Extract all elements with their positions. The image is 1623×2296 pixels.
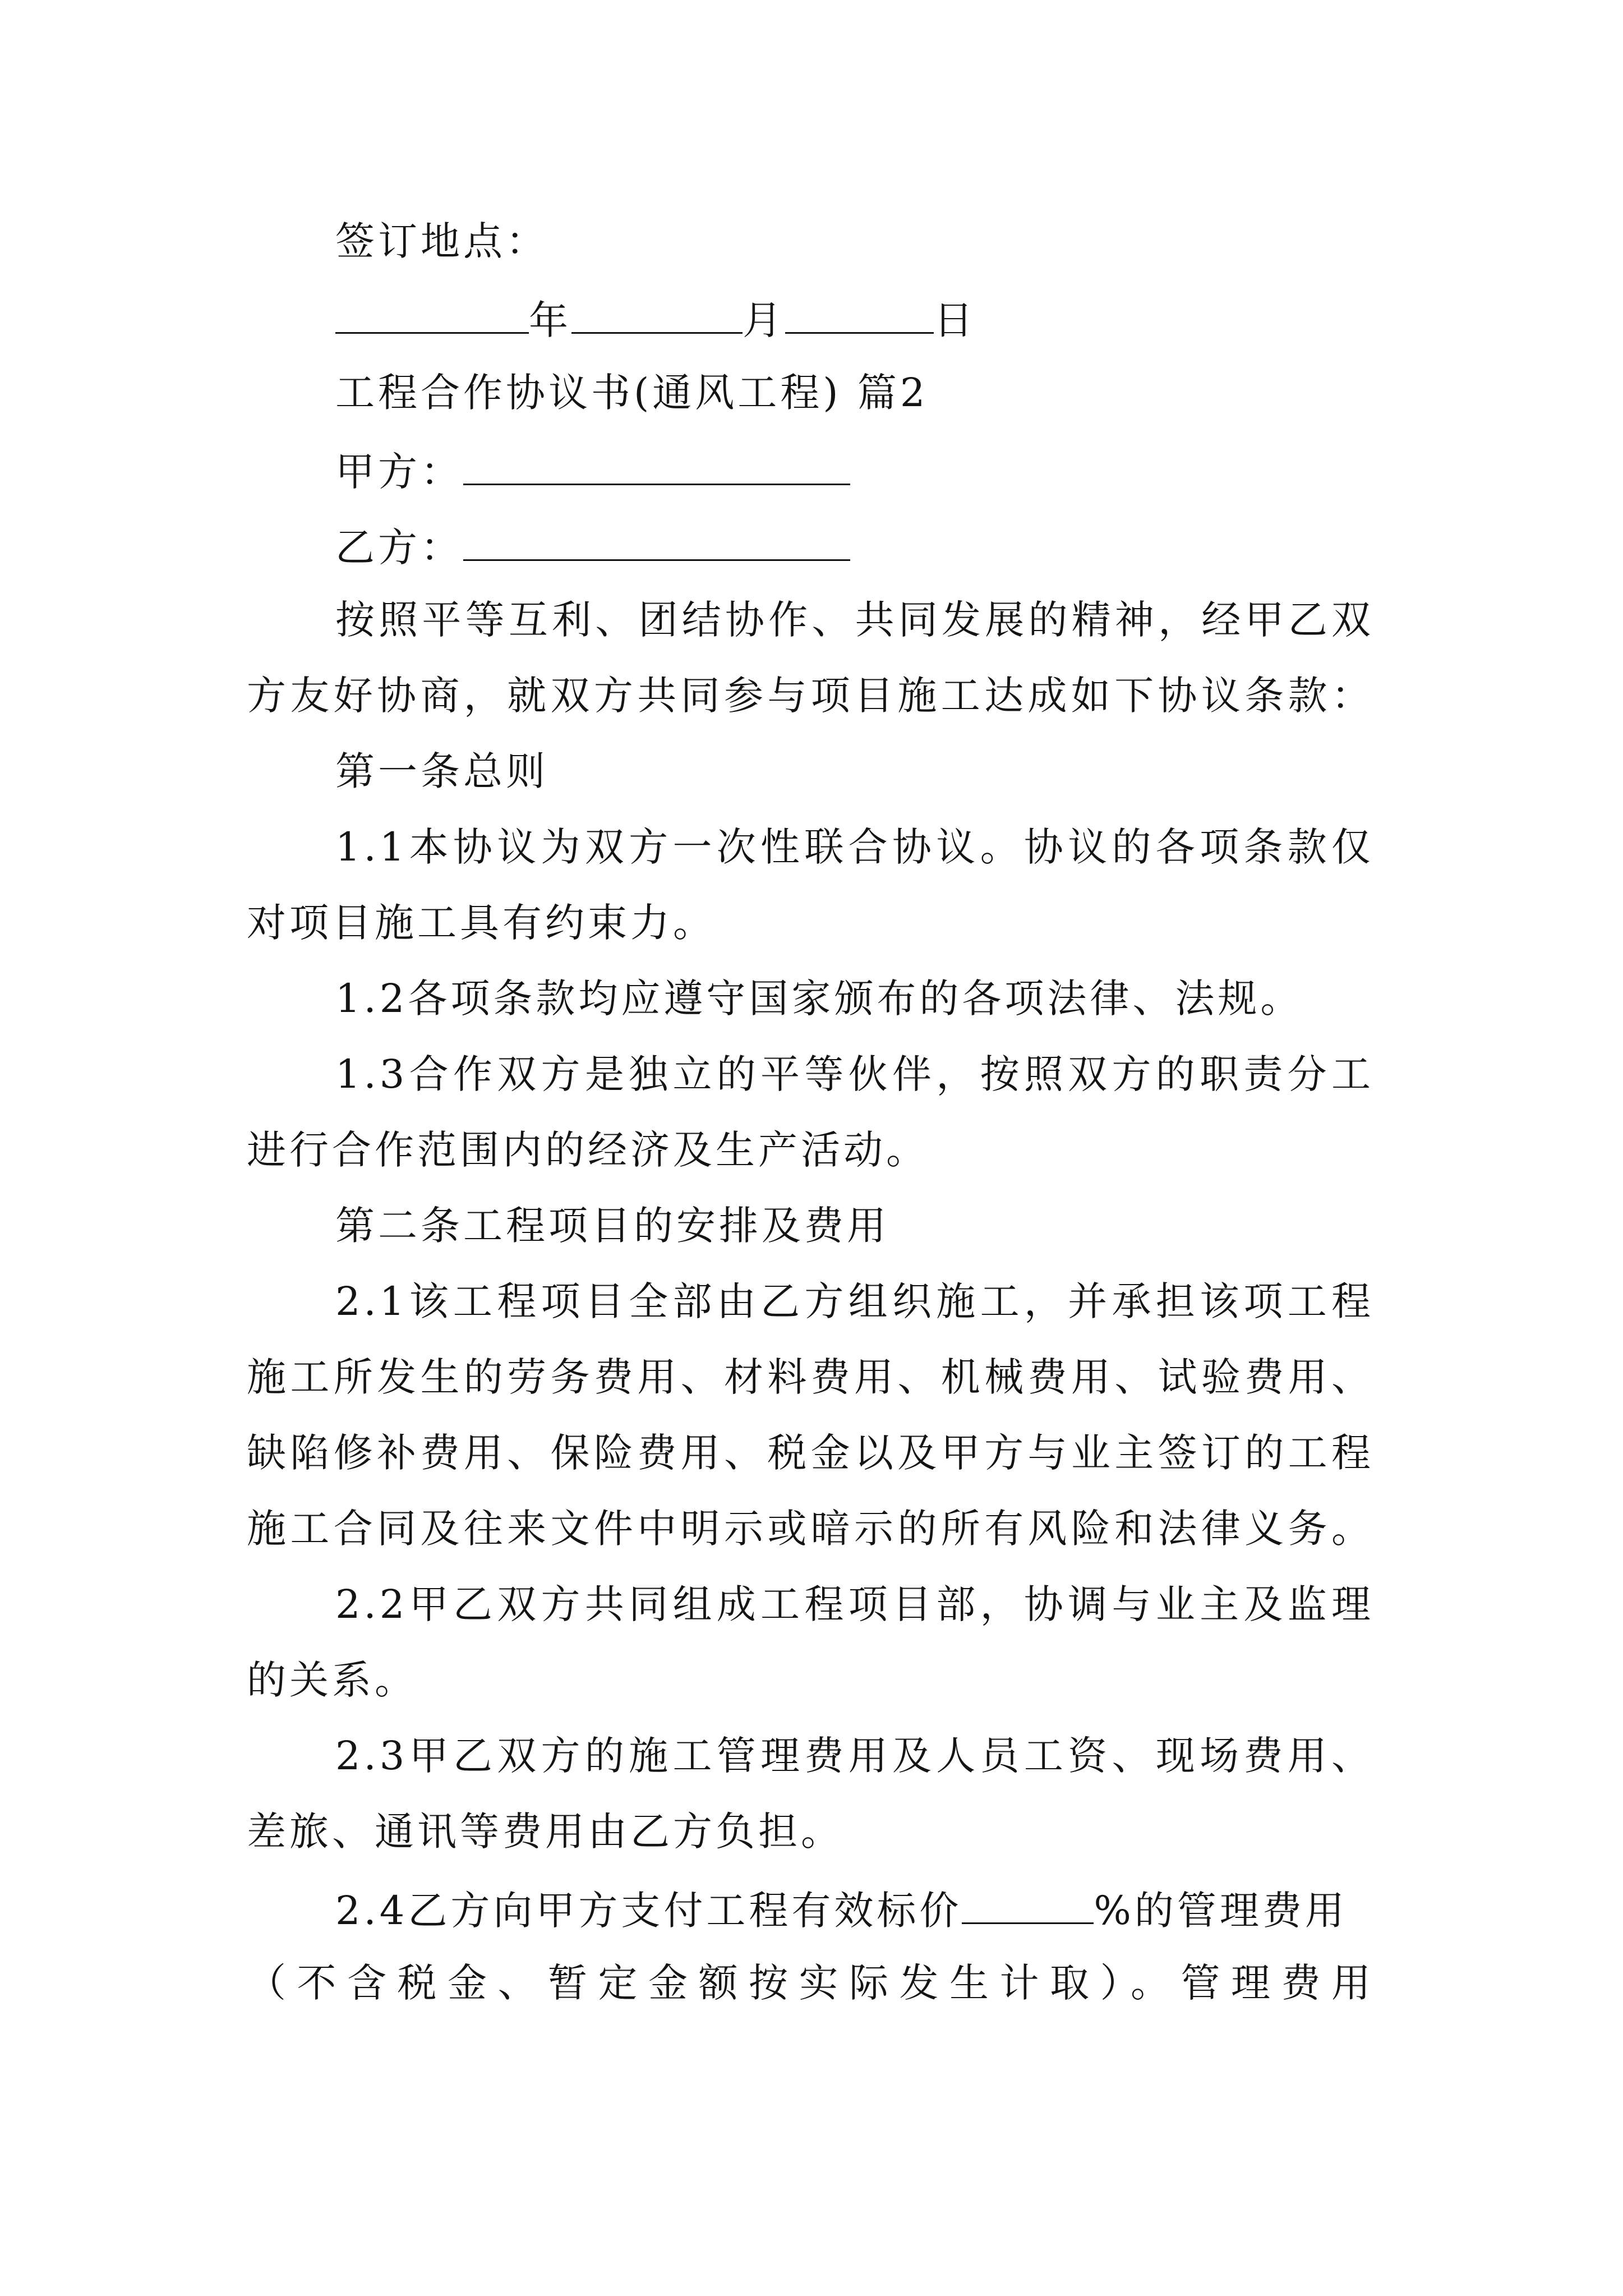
day-label: 日 [934,297,976,343]
clause-2-4-text-a: 2.4乙方向甲方支付工程有效标价 [335,1888,962,1934]
month-label: 月 [743,297,785,343]
intro-line-2: 方友好协商，就双方共同参与项目施工达成如下协议条款： [247,673,1374,719]
clause-2-4-line-2: （不含税金、暂定金额按实际发生计取）。管理费用 [247,1960,1374,2006]
clause-2-1-line-1: 2.1该工程项目全部由乙方组织施工，并承担该项工程 [335,1278,1374,1324]
clause-2-1-line-4: 施工合同及往来文件中明示或暗示的所有风险和法律义务。 [247,1506,1374,1552]
clause-1-3-line-1: 1.3合作双方是独立的平等伙伴，按照双方的职责分工 [335,1051,1374,1097]
doc-title: 工程合作协议书(通风工程) 篇2 [335,370,929,416]
party-a-line [335,449,850,495]
month-blank [571,297,743,334]
clause-2-2-line-2: 的关系。 [247,1657,417,1703]
article-1-heading: 第一条总则 [335,748,548,794]
clause-2-3-line-2: 差旅、通讯等费用由乙方负担。 [247,1809,843,1855]
clause-2-3-line-1: 2.3甲乙双方的施工管理费用及人员工资、现场费用、 [335,1733,1374,1779]
signing-place-label: 签订地点： [335,218,548,264]
clause-2-4-text-b: %的管理费用 [1094,1888,1348,1934]
day-blank [785,297,934,334]
year-blank [335,297,529,334]
year-label: 年 [529,297,571,343]
clause-1-1-line-1: 1.1本协议为双方一次性联合协议。协议的各项条款仅 [335,824,1374,870]
party-b-blank [463,524,850,561]
clause-1-3-line-2: 进行合作范围内的经济及生产活动。 [247,1127,929,1173]
clause-2-4-line-1 [335,1888,1348,1934]
percentage-blank [962,1888,1094,1924]
clause-2-2-line-1: 2.2甲乙双方共同组成工程项目部，协调与业主及监理 [335,1581,1374,1627]
party-b-label: 乙方： [335,524,463,570]
party-a-label: 甲方： [335,449,463,495]
party-a-blank [463,449,850,485]
party-b-line [335,524,850,570]
article-2-heading: 第二条工程项目的安排及费用 [335,1203,889,1249]
clause-2-1-line-2: 施工所发生的劳务费用、材料费用、机械费用、试验费用、 [247,1354,1374,1400]
clause-1-2: 1.2各项条款均应遵守国家颁布的各项法律、法规。 [335,976,1303,1022]
clause-2-1-line-3: 缺陷修补费用、保险费用、税金以及甲方与业主签订的工程 [247,1430,1374,1476]
clause-1-1-line-2: 对项目施工具有约束力。 [247,900,716,946]
date-line [335,297,976,343]
intro-line-1: 按照平等互利、团结协作、共同发展的精神，经甲乙双 [335,597,1374,643]
